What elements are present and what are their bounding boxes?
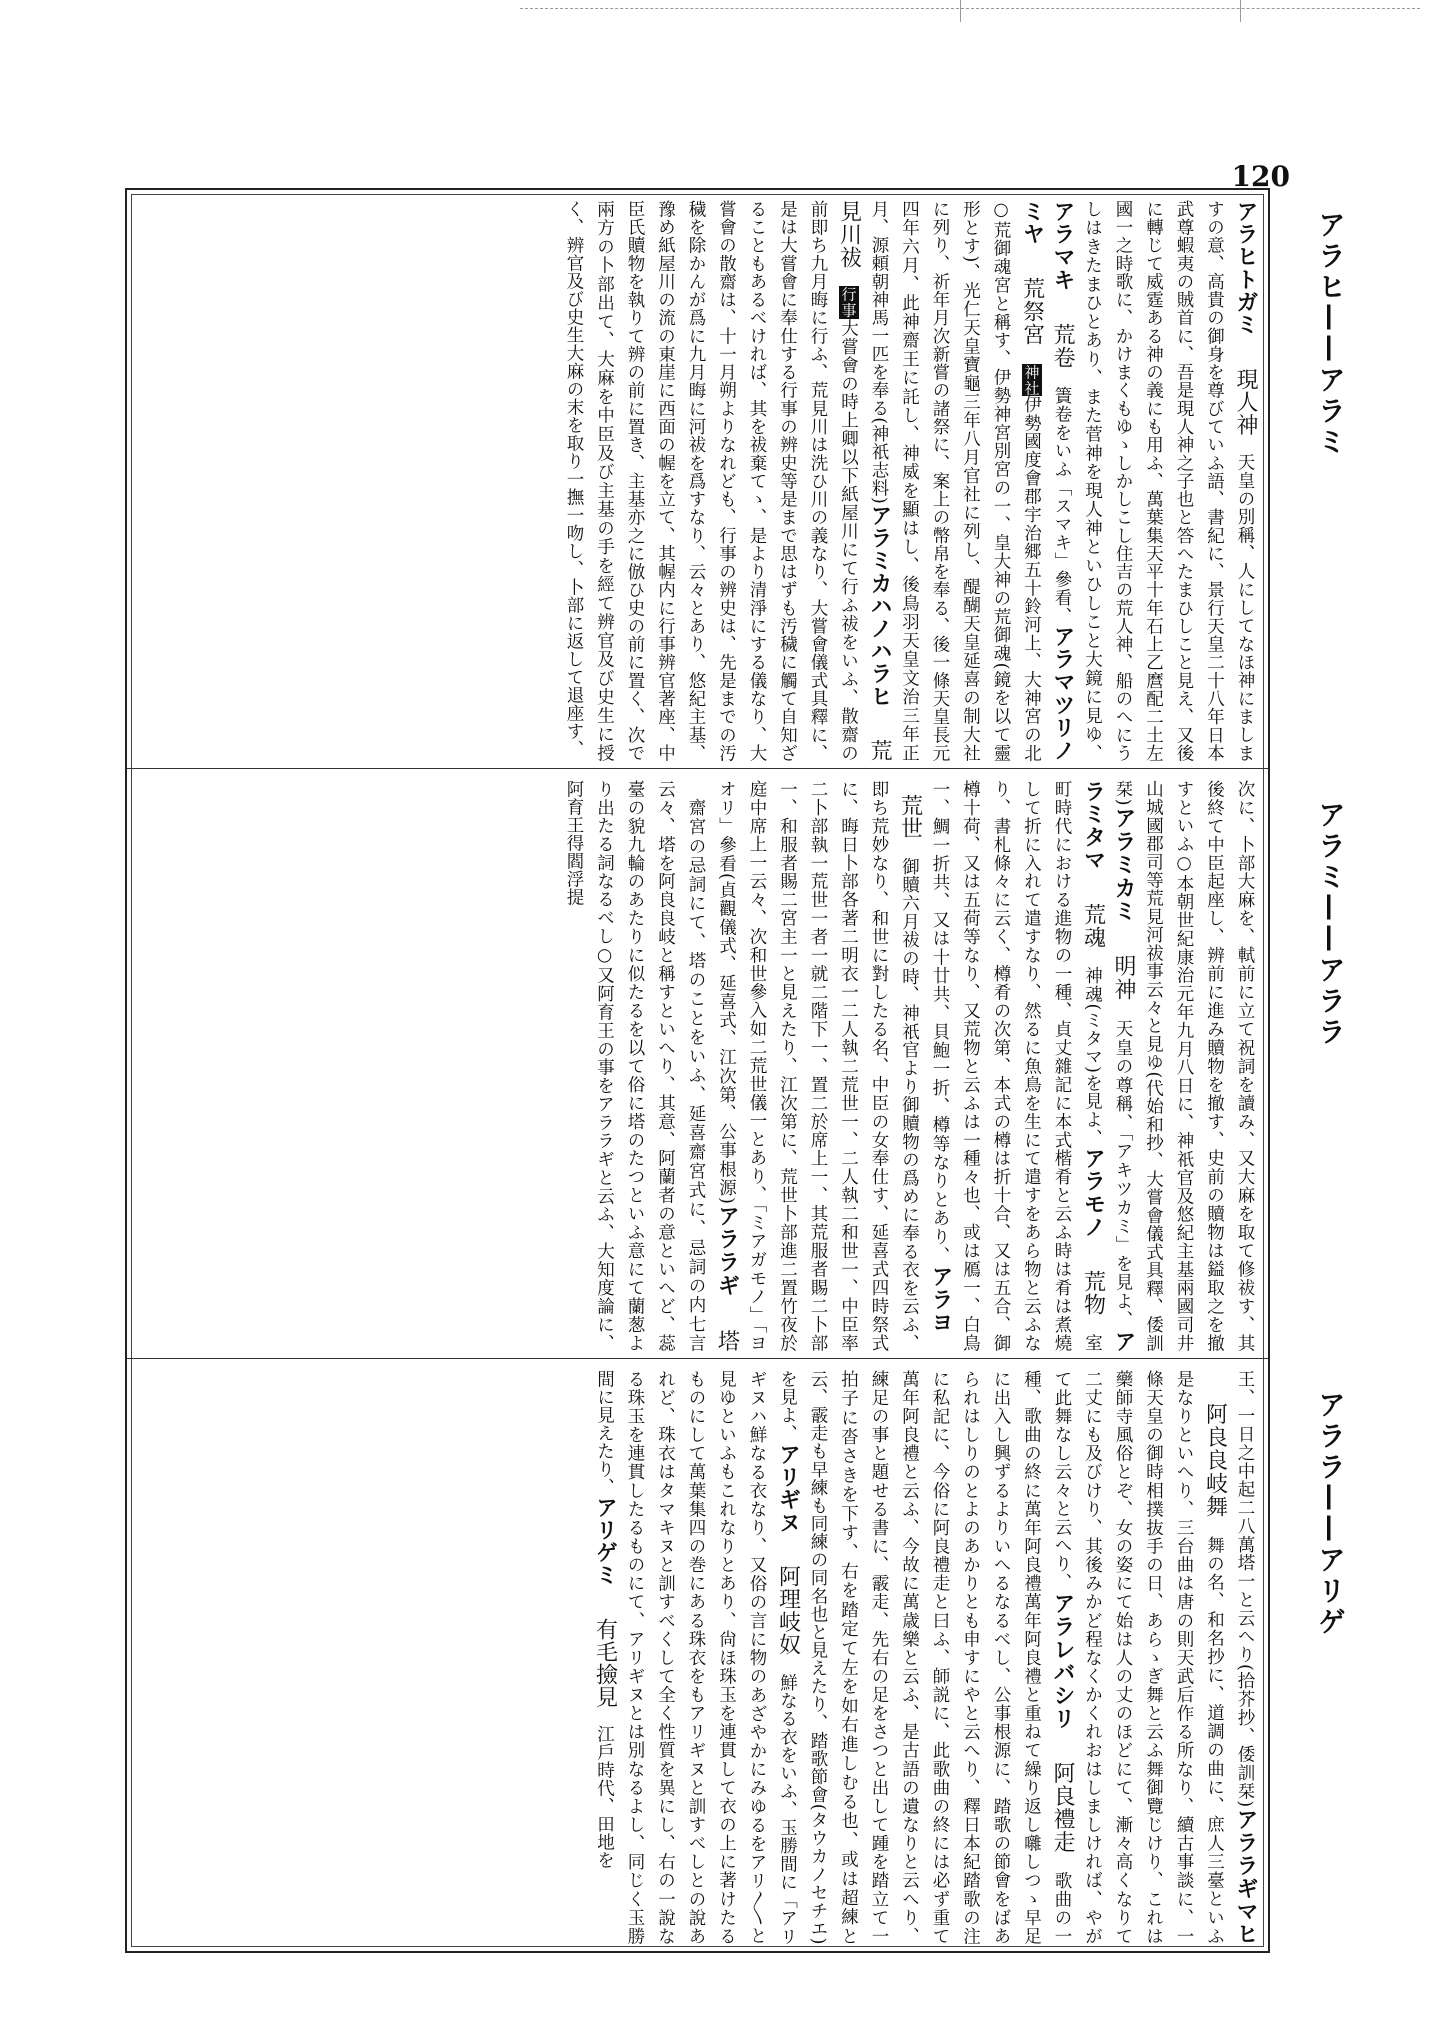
dictionary-entry — [1235, 1370, 1255, 1808]
entry-kanji: 荒卷 — [1050, 322, 1075, 369]
dictionary-entry — [1052, 1370, 1258, 1945]
entry-kanji: 現人神 — [1233, 367, 1258, 436]
scan-edge-line — [520, 8, 1420, 9]
entry-definition: 大嘗會の時上卿以下紙屋川にて行ふ祓をいふ、散齋の前即ち九月晦に行ふ、荒見川は洗ひ川の義なり、大嘗會儀式具釋に、是は大嘗會に奉仕する行事の辨史等是まで思はずも汚穢に觸て自知ざることもあるべければ、其を祓棄てゝ、是より清淨にする儀なり、大嘗會の散齋は、十一月朔よりなれども、行事の辨史は、先是までの汚穢を除かんが爲に九月晦に河祓を爲すなり、云々とあり、悠紀主基、豫め紙屋川の流の東崖に西面の幄を立て、其幄内に行事辨官著座、中臣氏贖物を執りて辨の前に置き、主基亦之に倣ひ史の前に置く、次で兩方の卜部出て、大麻を中臣及び主基の手を經て辨官及び史生に授く、辨官及び史生大麻の末を取り一撫一吻し、卜部に返して退座す、 — [564, 200, 859, 762]
dictionary-entry — [1083, 200, 1256, 762]
dictionary-entry — [930, 780, 1106, 1352]
entry-headword: アララギ — [714, 1204, 740, 1298]
band-divider — [127, 1358, 1268, 1359]
entry-headword: アラミカハノハラヒ — [867, 504, 892, 708]
entry-definition: 天皇の別稱、人にしてなほ神にましますの意、高貴の御身を尊びていふ語、書紀に、景行天皇二十八年日本武尊蝦夷の賊首に、吾是現人神之子也と答へたまひしこと見え、又後に轉じて威霆ある神の義にも用ふ、萬葉集天平十年石上乙麿配二土左國一之時歌に、かけまくもゆゝしかしこし住吉の荒人神、船のへにうしはきたまひとあり、また菅神を現人神といひしこと大鏡に見ゆ、 — [1082, 200, 1255, 762]
entry-definition: 舞の名、和名抄に、道調の曲に、庶人三臺といふ是なりといへり、三台曲は唐の則天武后作る所なり、續古事談に、一條天皇の御時相撲抜手の日、あらゝぎ舞と云ふ舞御覽じけり、これは藥師寺風俗とぞ、女の姿にて始は人の丈のほどにて、漸々高くなりて二丈にも及びけり、其後みかど程なくかくれおはしましければ、やがて此舞なし云々と云へり、 — [1052, 1370, 1225, 1945]
entry-kanji: 有毛撿見 — [592, 1617, 618, 1708]
scan-edge-tick — [1240, 0, 1241, 22]
scan-edge-tick — [960, 0, 961, 22]
page-number: 120 — [1231, 160, 1290, 193]
entry-headword: アラヨ — [928, 1265, 953, 1335]
entry-headword: アラヒトガミ — [1233, 200, 1258, 336]
text-band-top — [127, 190, 1268, 768]
dictionary-entry — [1050, 200, 1075, 626]
entry-headword: アラマツリノミヤ — [1019, 200, 1075, 762]
entry-definition: 齋宮の忌詞にて、塔のことをいふ、延喜齋宮式に、忌詞の内七言云々、塔を阿良良岐と稱すといへり、其意、阿蘭者の意といへど、蕊臺の貌九輪のあたりに似たるを以て俗に塔のたつといふ意にて蘭葱より出たる詞なるべし○又阿育王の事をアララギと云ふ、大知度論に、阿育王得閻浮提 — [564, 780, 706, 1352]
entry-definition: 鮮なる衣をいふ、玉勝間に「アリギヌハ鮮なる衣なり、又俗の言に物のあざやかにみゆるをアリ〳〵と見ゆといふもこれなりとあり、尙ほ珠玉を連貫して衣の上に著けたるものにして萬葉集四の巻にある珠衣をもアリギヌと訓すべしとの說あれど、珠衣はタマキヌと訓すべくして全く性質を異にし、右の一說なる珠玉を連貫したるものにて、アリギヌとは別なるよし、同じく玉勝間に見えたり、 — [594, 1370, 798, 1945]
guide-label-middle: アラミ——アララ — [1314, 800, 1347, 1048]
entry-headword: アリゲミ — [592, 1496, 618, 1586]
entry-kanji: 荒見川祓 — [836, 200, 892, 762]
guide-label-top: アラヒ——アラミ — [1314, 210, 1347, 458]
page-frame — [125, 188, 1270, 1953]
entry-definition: 江戶時代、田地を — [594, 1725, 615, 1869]
dictionary-entry — [592, 1496, 618, 1869]
entry-kanji: 荒世 — [897, 794, 923, 840]
entry-headword: アラミカミ — [1111, 806, 1136, 923]
dictionary-entry — [775, 1370, 1075, 1945]
entry-kanji: 荒祭宮 — [1019, 277, 1045, 347]
entry-kanji: 阿理岐奴 — [775, 1564, 801, 1656]
entry-definition: 室町時代における進物の一種、貞丈雜記に本式楷肴と云ふ時は肴は煮燒して折に入れて遣すなり、然るに魚鳥を生にて遣すをあら物と云ふなり、書札條々に云く、樽肴の次第、本式の樽は折十合、又は五合、御樽十荷、又は五荷等なり、又荒物と云ふは一種々也、或は鴈一、白鳥一、鯛一折共、又は十廿共、貝鮑一折、樽等なりとあり、 — [930, 780, 1103, 1352]
text-band-bottom — [127, 1360, 1268, 1951]
entry-definition: 伊勢國度會郡宇治郷五十鈴河上、大神宮の北○荒御魂宮と稱す、伊勢神宮別宮の一、皇大神の荒御魂(鏡を以て靈形とす)、光仁天皇寶龜三年八月官社に列し、醍醐天皇延喜の制大社に列り、祈年月次新嘗の諸祭に、案上の幣帛を奉る、後一條天皇長元四年六月、此神齋王に託し、神威を顯はし、後鳥羽天皇文治三年正月、源頼朝神馬一匹を奉る(神祇志料) — [869, 200, 1042, 762]
band-divider — [127, 768, 1268, 769]
band-body-middle — [135, 780, 1260, 1352]
entry-definition: 神魂(ミタマ)を見よ、 — [1082, 966, 1103, 1148]
text-band-middle — [127, 770, 1268, 1358]
entry-definition: 王、一日之中起二八萬塔一と云へり(拾芥抄、倭訓栞) — [1235, 1370, 1255, 1808]
entry-definition: 歌曲の一種、歌曲の終に萬年阿良禮萬年阿良禮と重ねて繰り返し囃しつゝ早足に出入し興ずるよりいへるなるべし、公事根源に、踏歌の節會をばあられはしりのとよのあかりとも申すにやと云へり、釋日本紀踏歌の注に私記に、今俗に阿良禮走と曰ふ、師説に、此歌曲の終には必ず重て萬年阿良禮と云ふ、今故に萬歳樂と云ふ、是古語の遺なりと云へり、練足の事と題せる書に、霰走、先右の足をさつと出して踵を踏立て一拍子に沓さきを下す、右を踏定て左を如右進しむる也、或は超練と云、霰走も早練も同練の同名也と見えたり、踏歌節會(タウカノセチエ)を見よ、 — [777, 1370, 1072, 1945]
dictionary-entry — [869, 200, 1075, 762]
dictionary-entry — [564, 200, 892, 762]
dictionary-entry — [714, 780, 953, 1352]
entry-definition: 簀卷をいふ「スマキ」參看、 — [1052, 386, 1072, 626]
entry-category-tag: 神社 — [1022, 363, 1041, 396]
entry-definition: 御贖六月祓の時、神祇官より御贖物の爲めに奉る衣を云ふ、即ち荒妙なり、和世に對したる名、中臣の女奉仕す、延喜式四時祭式に、晦日卜部各著二明衣一二人執二荒世一、二人執二和世一、中臣率二卜部執一荒世一者一就二階下一、置二於席上一、其荒服者賜二卜部一、和服者賜二宮主一と見えたり、江次第に、荒世卜部進二置竹夜於庭中席上一云々、次和世參入如二荒世儀一とあり、「ミアガモノ」「ヨオリ」參看(貞觀儀式、延喜式、江次第、公事根源) — [716, 780, 920, 1352]
entry-kanji: 塔 — [714, 1328, 740, 1352]
dictionary-entry — [1111, 806, 1136, 1330]
entry-headword: アラミタマ — [1080, 780, 1136, 1352]
entry-kanji: 荒物 — [1080, 1270, 1106, 1317]
entry-headword: アララギマヒ — [1233, 1807, 1258, 1945]
guide-label-bottom: アララ——アリゲ — [1314, 1390, 1347, 1638]
entry-headword: アラモノ — [1080, 1147, 1106, 1239]
entry-kanji: 阿良禮走 — [1050, 1761, 1075, 1854]
entry-definition: 次に、卜部大麻を、軾前に立て祝詞を讀み、又大麻を取て修祓す、其後終て中臣起座し、辨前に進み贖物を撤す、史前の贖物は鎰取之を撤すといふ○本朝世紀康治元年九月八日に、神祇官及悠紀主基兩國司井山城國郡司等荒見河祓事云々と見ゆ(代始和抄、大嘗會儀式具釋、倭訓栞) — [1113, 780, 1255, 1352]
band-body-top — [135, 200, 1260, 762]
entry-kanji: 阿良良岐舞 — [1202, 1401, 1228, 1518]
entry-headword: アラレバシリ — [1050, 1591, 1075, 1730]
dictionary-entry — [564, 780, 740, 1352]
entry-category-tag: 行事 — [839, 286, 858, 319]
band-body-bottom — [135, 1370, 1260, 1945]
entry-definition: 天皇の尊稱、「アキツカミ」を見よ、 — [1113, 1019, 1133, 1330]
entry-headword: アラマキ — [1050, 200, 1075, 292]
entry-kanji: 明神 — [1111, 954, 1136, 1002]
dictionary-entry — [592, 1370, 801, 1945]
entry-kanji: 荒魂 — [1080, 902, 1106, 949]
entry-headword: アリギヌ — [775, 1442, 801, 1534]
